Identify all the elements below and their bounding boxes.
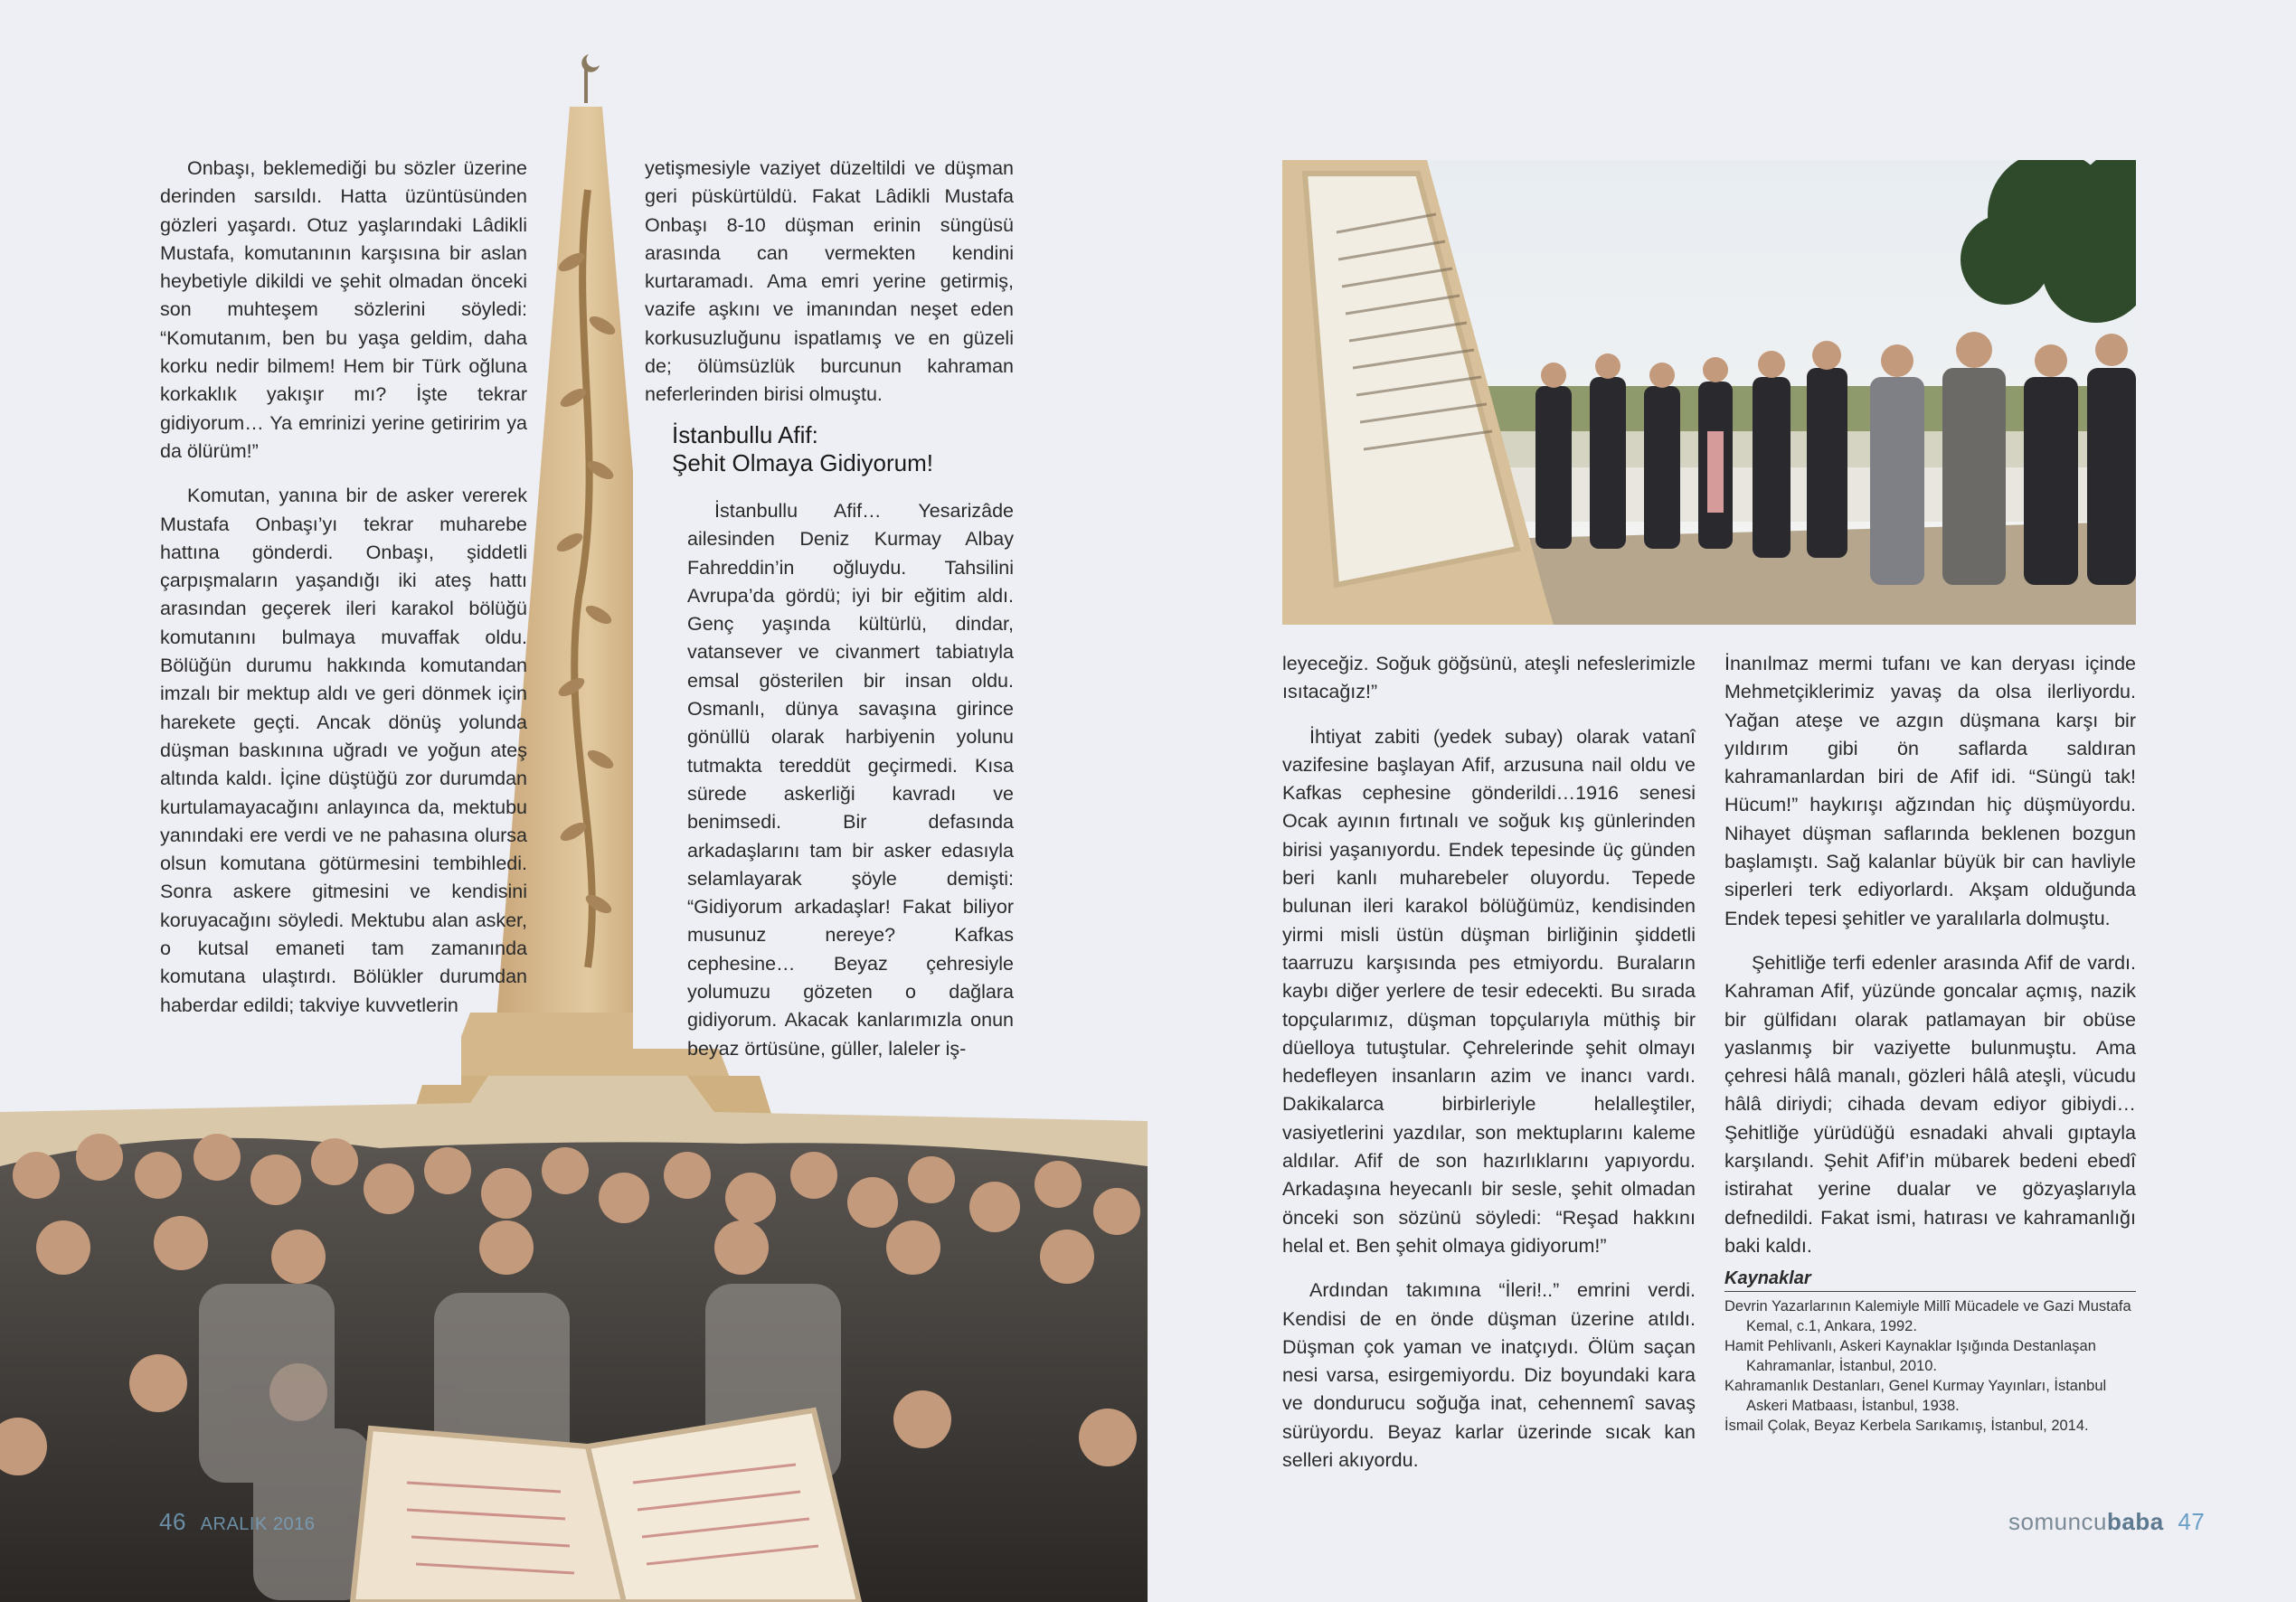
- paragraph: Komutan, yanına bir de asker vererek Mustafa Onbaşı’yı tekrar muharebe hattına gönderdi. Onbaşı, şiddetli çarpışmaların yaşandığı iki ateş hattı arasından geçerek ileri karakol bölüğü komutanını bulmaya muvaffak oldu. Bölüğün durumu hakkında komutandan imzalı bir mektup aldı ve geri dönmek için harekete geçti. Ancak dönüş yolunda düşman baskınına uğradı ve yoğun ateş altında kaldı. İçine düştüğü zor durumdan kurtulamayacağını anlayınca da, mektubu yanındaki ere verdi ve ne pahasına olursa olsun komutana götürmesini tembihledi. Sonra askere gitmesini ve kendisini koruyacağını söyledi. Mektubu alan asker, o kutsal emaneti tam zamanında komutana ulaştırdı. Bölükler durumdan haberdar edildi; takviye kuvvetlerin: [160, 485, 527, 1016]
- section-heading-line-2: Şehit Olmaya Gidiyorum!: [672, 449, 933, 476]
- section-heading-line-1: İstanbullu Afif:: [672, 421, 818, 448]
- left-folio: [159, 1508, 315, 1536]
- sources-list: [1724, 1296, 2136, 1436]
- brand-somuncu: somuncu: [2008, 1508, 2107, 1535]
- page-number: 46: [159, 1508, 186, 1535]
- paragraph: İnanılmaz mermi tufanı ve kan deryası içinde Mehmetçiklerimiz yavaş da olsa ilerliyordu. Yağan ateşe ve azgın düşmana karşı bir yıldırım gibi ön saflarda saldıran kahramanlardan biri de Afif idi. “Süngü tak! Hücum!” haykırışı ağzından hiç düşmüyordu. Nihayet düşman saflarında beklenen bozgun başlamıştı. Sağ kalanlar büyük bir can havliyle siperleri terk ediyorlardı. Akşam olduğunda Endek tepesi şehitler ve yaralılarla dolmuştu.: [1724, 653, 2136, 929]
- paragraph: leyeceğiz. Soğuk göğsünü, ateşli nefeslerimizle ısıtacağız!”: [1282, 653, 1696, 703]
- paragraph: Onbaşı, beklemediği bu sözler üzerine derinden sarsıldı. Hatta üzüntüsünden gözleri yaşardı. Otuz yaşlarındaki Lâdikli Mustafa, komutanının karşısına bir aslan heybetiyle dikildi ve şehit olmadan önceki son muhteşem sözlerini söyledi: “Komutanım, ben bu yaşa geldim, daha korku nedir bilmem! Hem bir Türk oğluna korkaklık yakışır mı? İşte tekrar gidiyorum… Ya emrinizi yerine getiririm ya da ölürüm!”: [160, 157, 527, 462]
- left-column-1: [160, 155, 527, 1036]
- source-item: Devrin Yazarlarının Kalemiyle Millî Mücadele ve Gazi Mustafa Kemal, c.1, Ankara, 1992.: [1724, 1298, 2131, 1334]
- paragraph: yetişmesiyle vaziyet düzeltildi ve düşman geri püskürtüldü. Fakat Lâdikli Mustafa Onbaşı 8-10 düşman erinin süngüsü arasında can vermekten kendini kurtaramadı. Ama emri yerine getirmiş, vazife aşkını ve imanından neşet eden korkusuzluğunu ispatlamış ve en güzeli de; ölümsüzlük burcunun kahraman neferlerinden birisi olmuştu.: [645, 157, 1014, 406]
- ceremony-illustration: [1282, 160, 2136, 625]
- source-item: Kahramanlık Destanları, Genel Kurmay Yayınları, İstanbul Askeri Matbaası, İstanbul, 1938.: [1724, 1378, 2107, 1414]
- sources-title: Kaynaklar: [1724, 1268, 1811, 1288]
- paragraph: Şehitliğe terfi edenler arasında Afif de vardı. Kahraman Afif, yüzünde goncalar açmış, nazik bir gülfidanı olarak patlamayan bir obüse yaslanmış bir vaziyette bulunmuştu. Ama çehresi hâlâ manalı, gözleri hâlâ ateşli, vücudu hâlâ diriydi; cihada devam ediyor gibiydi… Şehitliğe yürüdüğü esnadaki ahvali gıptayla karşılandı. Şehit Afif’in mübarek bedeni ebedî istirahat yerine dualar ve gözyaşlarıyla defnedildi. Fakat ismi, hatırası ve kahramanlığı baki kaldı.: [1724, 951, 2136, 1257]
- right-column-1: [1282, 650, 1696, 1491]
- sources-divider: [1724, 1291, 2136, 1292]
- section-heading: [672, 421, 1016, 477]
- right-folio: [2008, 1508, 2205, 1536]
- paragraph: Ardından takımına “İleri!..” emrini verdi. Kendisi de en önde düşman üzerine atıldı. Düşman çok yaman ve inatçıydı. Ölüm saçan nesi varsa, esirgemiyordu. Diz boyundaki kara ve dondurucu soğuğa inat, cehennemî savaş sürüyordu. Beyaz karlar üzerinde sıcak kan selleri akıyordu.: [1282, 1279, 1696, 1472]
- right-page: [1148, 0, 2296, 1602]
- paragraph: İstanbullu Afif… Yesarizâde ailesinden Deniz Kurmay Albay Fahreddin’in oğluydu. Tahsilini Avrupa’da gördü; iyi bir eğitim aldı. Genç yaşında kültürlü, dindar, vatansever ve civanmert tabiatıyla emsal gösterilen bir insan oldu. Osmanlı, dünya savaşına girince gönüllü olarak harbiyenin yolunu tutmakta tereddüt geçirmedi. Kısa sürede askerliği kavradı ve benimsedi. Bir defasında arkadaşlarını tam bir asker edasıyla selamlayarak şöyle demişti: “Gidiyorum arkadaşlar! Fakat biliyor musunuz nereye? Kafkas cephesine… Beyaz çehresiyle yolumuzu gözeten o dağlara gidiyorum. Akacak kanlarımızla onun beyaz örtüsüne, güller, laleler iş-: [687, 500, 1014, 1060]
- left-column-2: [645, 155, 1014, 426]
- source-item: Hamit Pehlivanlı, Askeri Kaynaklar Işığında Destanlaşan Kahramanlar, İstanbul, 2010.: [1724, 1338, 2096, 1374]
- right-column-2: [1724, 650, 2136, 1277]
- paragraph: İhtiyat zabiti (yedek subay) olarak vatanî vazifesine başlayan Afif, arzusuna nail oldu ve Kafkas cephesine gönderildi…1916 senesi Ocak ayının fırtınalı ve soğuk kış günlerinden birisi yaşanıyordu. Endek tepesinde üç günden beri kanlı muharebeler oluyordu. Tepede bulunan ileri karakol bölüğümüz, kendisinden yirmi misli üstün düşman birliğinin şiddetli taarruzu karşısında pes etmiyordu. Buraların kaybı diğer yerlere de tesir edecekti. Bu sırada topçularımız, düşman topçularıyla müthiş bir düelloya tutuştular. Çehrelerinde şehit olmayı hedefleyen insanların azim ve inancı vardı. Dakikalarca birbirleriyle helalleştiler, vasiyetlerini yazdılar, son mektuplarını kaleme aldılar. Afif de son hazırlıklarını yapıyordu. Arkadaşına heyecanlı bir sesle, şehit olmadan önceki son sözünü söyledi: “Reşad hakkını helal et. Ben şehit olmaya gidiyorum!”: [1282, 725, 1696, 1257]
- source-item: İsmail Çolak, Beyaz Kerbela Sarıkamış, İstanbul, 2014.: [1724, 1418, 2089, 1434]
- ceremony-photo: [1282, 160, 2136, 625]
- page-number: 47: [2178, 1508, 2206, 1535]
- magazine-date: ARALIK 2016: [200, 1514, 316, 1534]
- brand-baba: baba: [2107, 1508, 2164, 1535]
- left-column-2b: [687, 497, 1014, 1079]
